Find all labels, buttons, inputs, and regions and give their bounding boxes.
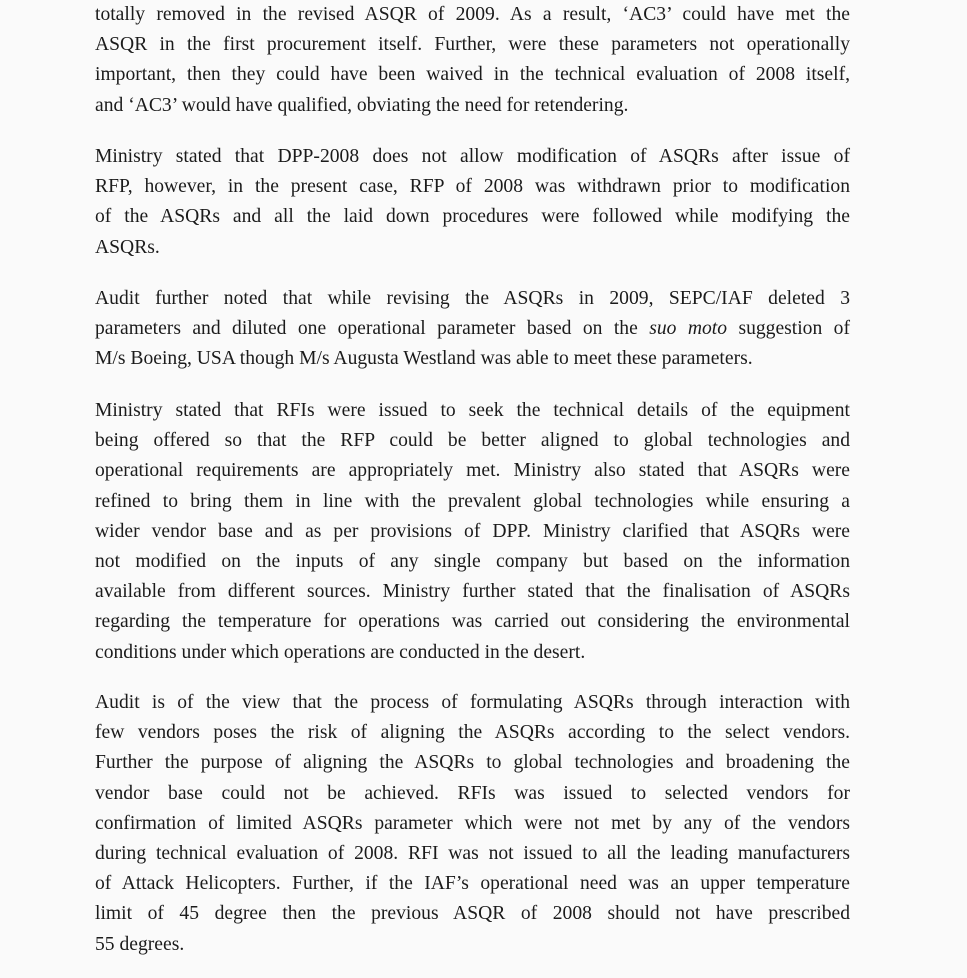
text-line: Audit is of the view that the process of formulating ASQRs through interaction with — [95, 692, 850, 713]
paragraph-asqr-removal — [95, 0, 850, 121]
paragraph-audit-deleted-parameters — [95, 284, 850, 375]
text-line: during technical evaluation of 2008. RFI was not issued to all the leading manufacturers — [95, 843, 850, 865]
text-line: Ministry stated that DPP-2008 does not allow modification of ASQRs after issue of — [95, 146, 850, 167]
paragraph-ministry-dpp — [95, 142, 850, 263]
text-line: totally removed in the revised ASQR of 2009. As a result, ‘AC3’ could have met the — [95, 4, 850, 25]
text-line: few vendors poses the risk of aligning the ASQRs according to the select vendors. — [95, 722, 850, 744]
text-line: M/s Boeing, USA though M/s Augusta Westland was able to meet these parameters. — [95, 348, 753, 370]
text-line: and ‘AC3’ would have qualified, obviating the need for retendering. — [95, 94, 629, 116]
text-line: conditions under which operations are conducted in the desert. — [95, 641, 586, 663]
text-line: 55 degrees. — [95, 933, 185, 955]
text-line: important, then they could have been waived in the technical evaluation of 2008 itself, — [95, 64, 850, 86]
paragraph-audit-view — [95, 688, 850, 960]
text-line: Ministry stated that RFIs were issued to seek the technical details of the equipment — [95, 400, 850, 421]
text-line: not modified on the inputs of any single company but based on the information — [95, 551, 850, 573]
text-line: limit of 45 degree then the previous ASQR of 2008 should not have prescribed — [95, 903, 850, 925]
text-line — [95, 314, 850, 344]
text-line: Audit further noted that while revising the ASQRs in 2009, SEPC/IAF deleted 3 — [95, 288, 850, 309]
text-line: confirmation of limited ASQRs parameter which were not met by any of the vendors — [95, 812, 850, 834]
text-line: Further the purpose of aligning the ASQRs to global technologies and broadening the — [95, 752, 850, 774]
text-line: of Attack Helicopters. Further, if the IAF’s operational need was an upper temperature — [95, 873, 850, 895]
text-line: refined to bring them in line with the prevalent global technologies while ensuring a — [95, 490, 850, 512]
text-line: ASQRs. — [95, 236, 160, 258]
text-line: vendor base could not be achieved. RFIs was issued to selected vendors for — [95, 782, 850, 804]
text-line: operational requirements are appropriately met. Ministry also stated that ASQRs were — [95, 460, 850, 482]
text-line: wider vendor base and as per provisions of DPP. Ministry clarified that ASQRs were — [95, 520, 850, 542]
text-fragment: suggestion of — [738, 318, 850, 340]
text-fragment: parameters and diluted one operational parameter based on the — [95, 318, 638, 340]
paragraph-ministry-rfis — [95, 396, 850, 668]
text-line: regarding the temperature for operations was carried out considering the environmental — [95, 611, 850, 633]
text-line: of the ASQRs and all the laid down procedures were followed while modifying the — [95, 206, 850, 228]
text-line: available from different sources. Ministry further stated that the finalisation of ASQRs — [95, 581, 850, 603]
italic-phrase: suo moto — [649, 318, 728, 340]
text-line: being offered so that the RFP could be better aligned to global technologies and — [95, 430, 850, 452]
text-line: ASQR in the first procurement itself. Further, were these parameters not operationally — [95, 34, 850, 56]
text-line: RFP, however, in the present case, RFP of 2008 was withdrawn prior to modification — [95, 176, 850, 198]
